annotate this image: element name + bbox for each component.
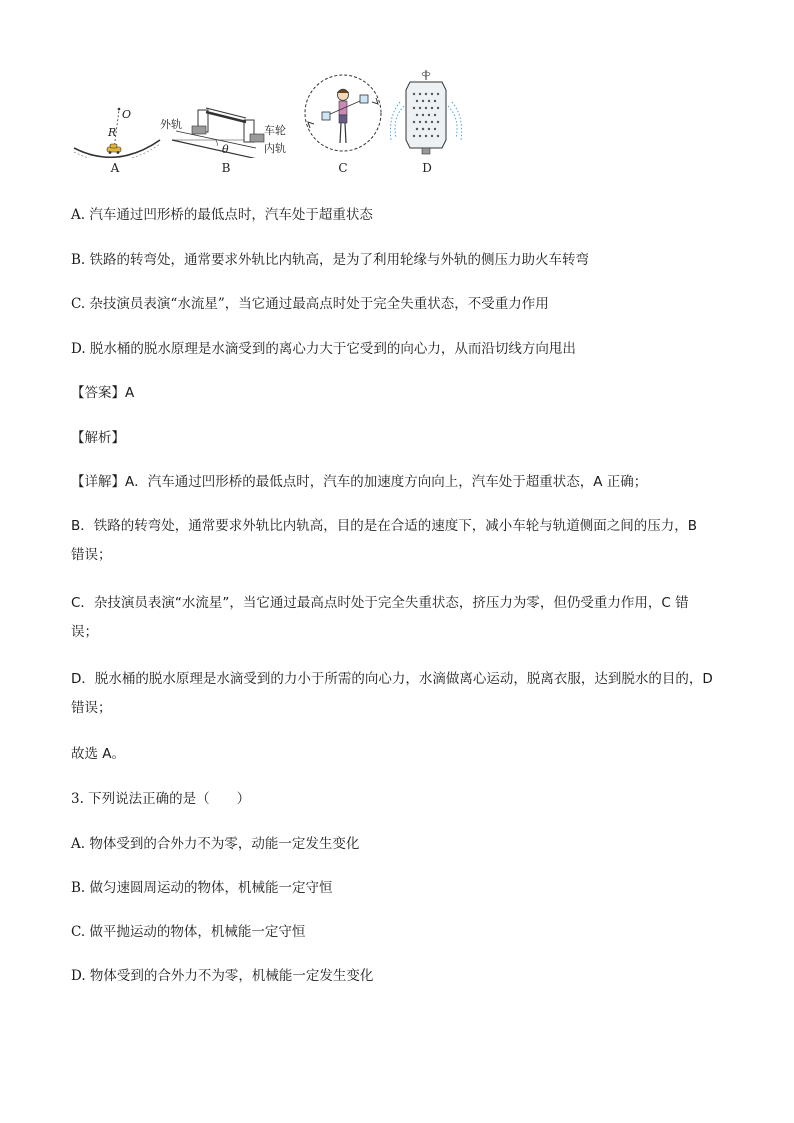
q3-option-d: D. 物体受到的合外力不为零，机械能一定发生变化 bbox=[71, 968, 374, 984]
figure-row bbox=[70, 68, 490, 180]
detail-conclusion: 故选 A。 bbox=[71, 746, 126, 762]
q3-option-c: C. 做平抛运动的物体，机械能一定守恒 bbox=[71, 924, 306, 940]
figure-a-caption: A bbox=[110, 161, 120, 175]
person-icon bbox=[328, 89, 360, 143]
water-meteor-drawing bbox=[298, 68, 388, 158]
label-inner-rail: 内轨 bbox=[264, 142, 286, 155]
detail-c-line2: 误； bbox=[71, 624, 98, 640]
answer-line: 【答案】A bbox=[71, 385, 135, 401]
detail-d-line2: 错误； bbox=[71, 700, 112, 716]
label-r: R bbox=[108, 126, 117, 139]
inner-wheel-icon bbox=[244, 120, 264, 142]
railway-turn-drawing bbox=[158, 68, 298, 158]
figure-b-caption: B bbox=[221, 161, 231, 175]
detail-a: 【详解】A．汽车通过凹形桥的最低点时，汽车的加速度方向向上，汽车处于超重状态，A 正确； bbox=[71, 474, 648, 490]
concave-bridge-drawing bbox=[70, 68, 165, 158]
detail-b-line2: 错误； bbox=[71, 547, 112, 563]
q3-option-a: A. 物体受到的合外力不为零，动能一定发生变化 bbox=[71, 836, 360, 852]
q2-option-b: B. 铁路的转弯处，通常要求外轨比内轨高，是为了利用轮缘与外轨的侧压力助火车转弯 bbox=[71, 252, 590, 268]
label-wheel: 车轮 bbox=[264, 124, 286, 137]
figure-c-caption: C bbox=[338, 161, 348, 175]
detail-b-line1: B．铁路的转弯处，通常要求外轨比内轨高，目的是在合适的速度下，减小车轮与轨道侧面之间的压力，B bbox=[71, 518, 698, 534]
detail-d-line1: D．脱水桶的脱水原理是水滴受到的力小于所需的向心力，水滴做离心运动，脱离衣服，达到脱水的目的，D bbox=[71, 671, 713, 687]
figure-c-water-meteor bbox=[298, 68, 388, 175]
figure-b-railway-turn bbox=[158, 68, 298, 175]
detail-c-line1: C．杂技演员表演“水流星”，当它通过最高点时处于完全失重状态，挤压力为零，但仍受重力作用，C 错 bbox=[71, 595, 689, 611]
analysis-title: 【解析】 bbox=[71, 430, 125, 446]
q3-stem: 3. 下列说法正确的是（ ） bbox=[71, 791, 251, 807]
label-outer-rail: 外轨 bbox=[160, 118, 182, 131]
label-o: O bbox=[122, 108, 132, 121]
label-theta: θ bbox=[222, 143, 229, 156]
q3-option-b: B. 做匀速圆周运动的物体，机械能一定守恒 bbox=[71, 880, 333, 896]
q2-option-a: A. 汽车通过凹形桥的最低点时，汽车处于超重状态 bbox=[71, 207, 373, 223]
figure-d-spin-dryer bbox=[388, 68, 468, 175]
figure-d-caption: D bbox=[422, 161, 432, 175]
car-icon bbox=[107, 144, 121, 154]
figure-a-concave-bridge bbox=[70, 68, 165, 175]
q2-option-d: D. 脱水桶的脱水原理是水滴受到的离心力大于它受到的向心力，从而沿切线方向甩出 bbox=[71, 341, 576, 357]
outer-wheel-icon bbox=[192, 110, 208, 134]
q2-option-c: C. 杂技演员表演“水流星”，当它通过最高点时处于完全失重状态，不受重力作用 bbox=[71, 296, 549, 312]
spin-dryer-drawing bbox=[388, 68, 468, 158]
